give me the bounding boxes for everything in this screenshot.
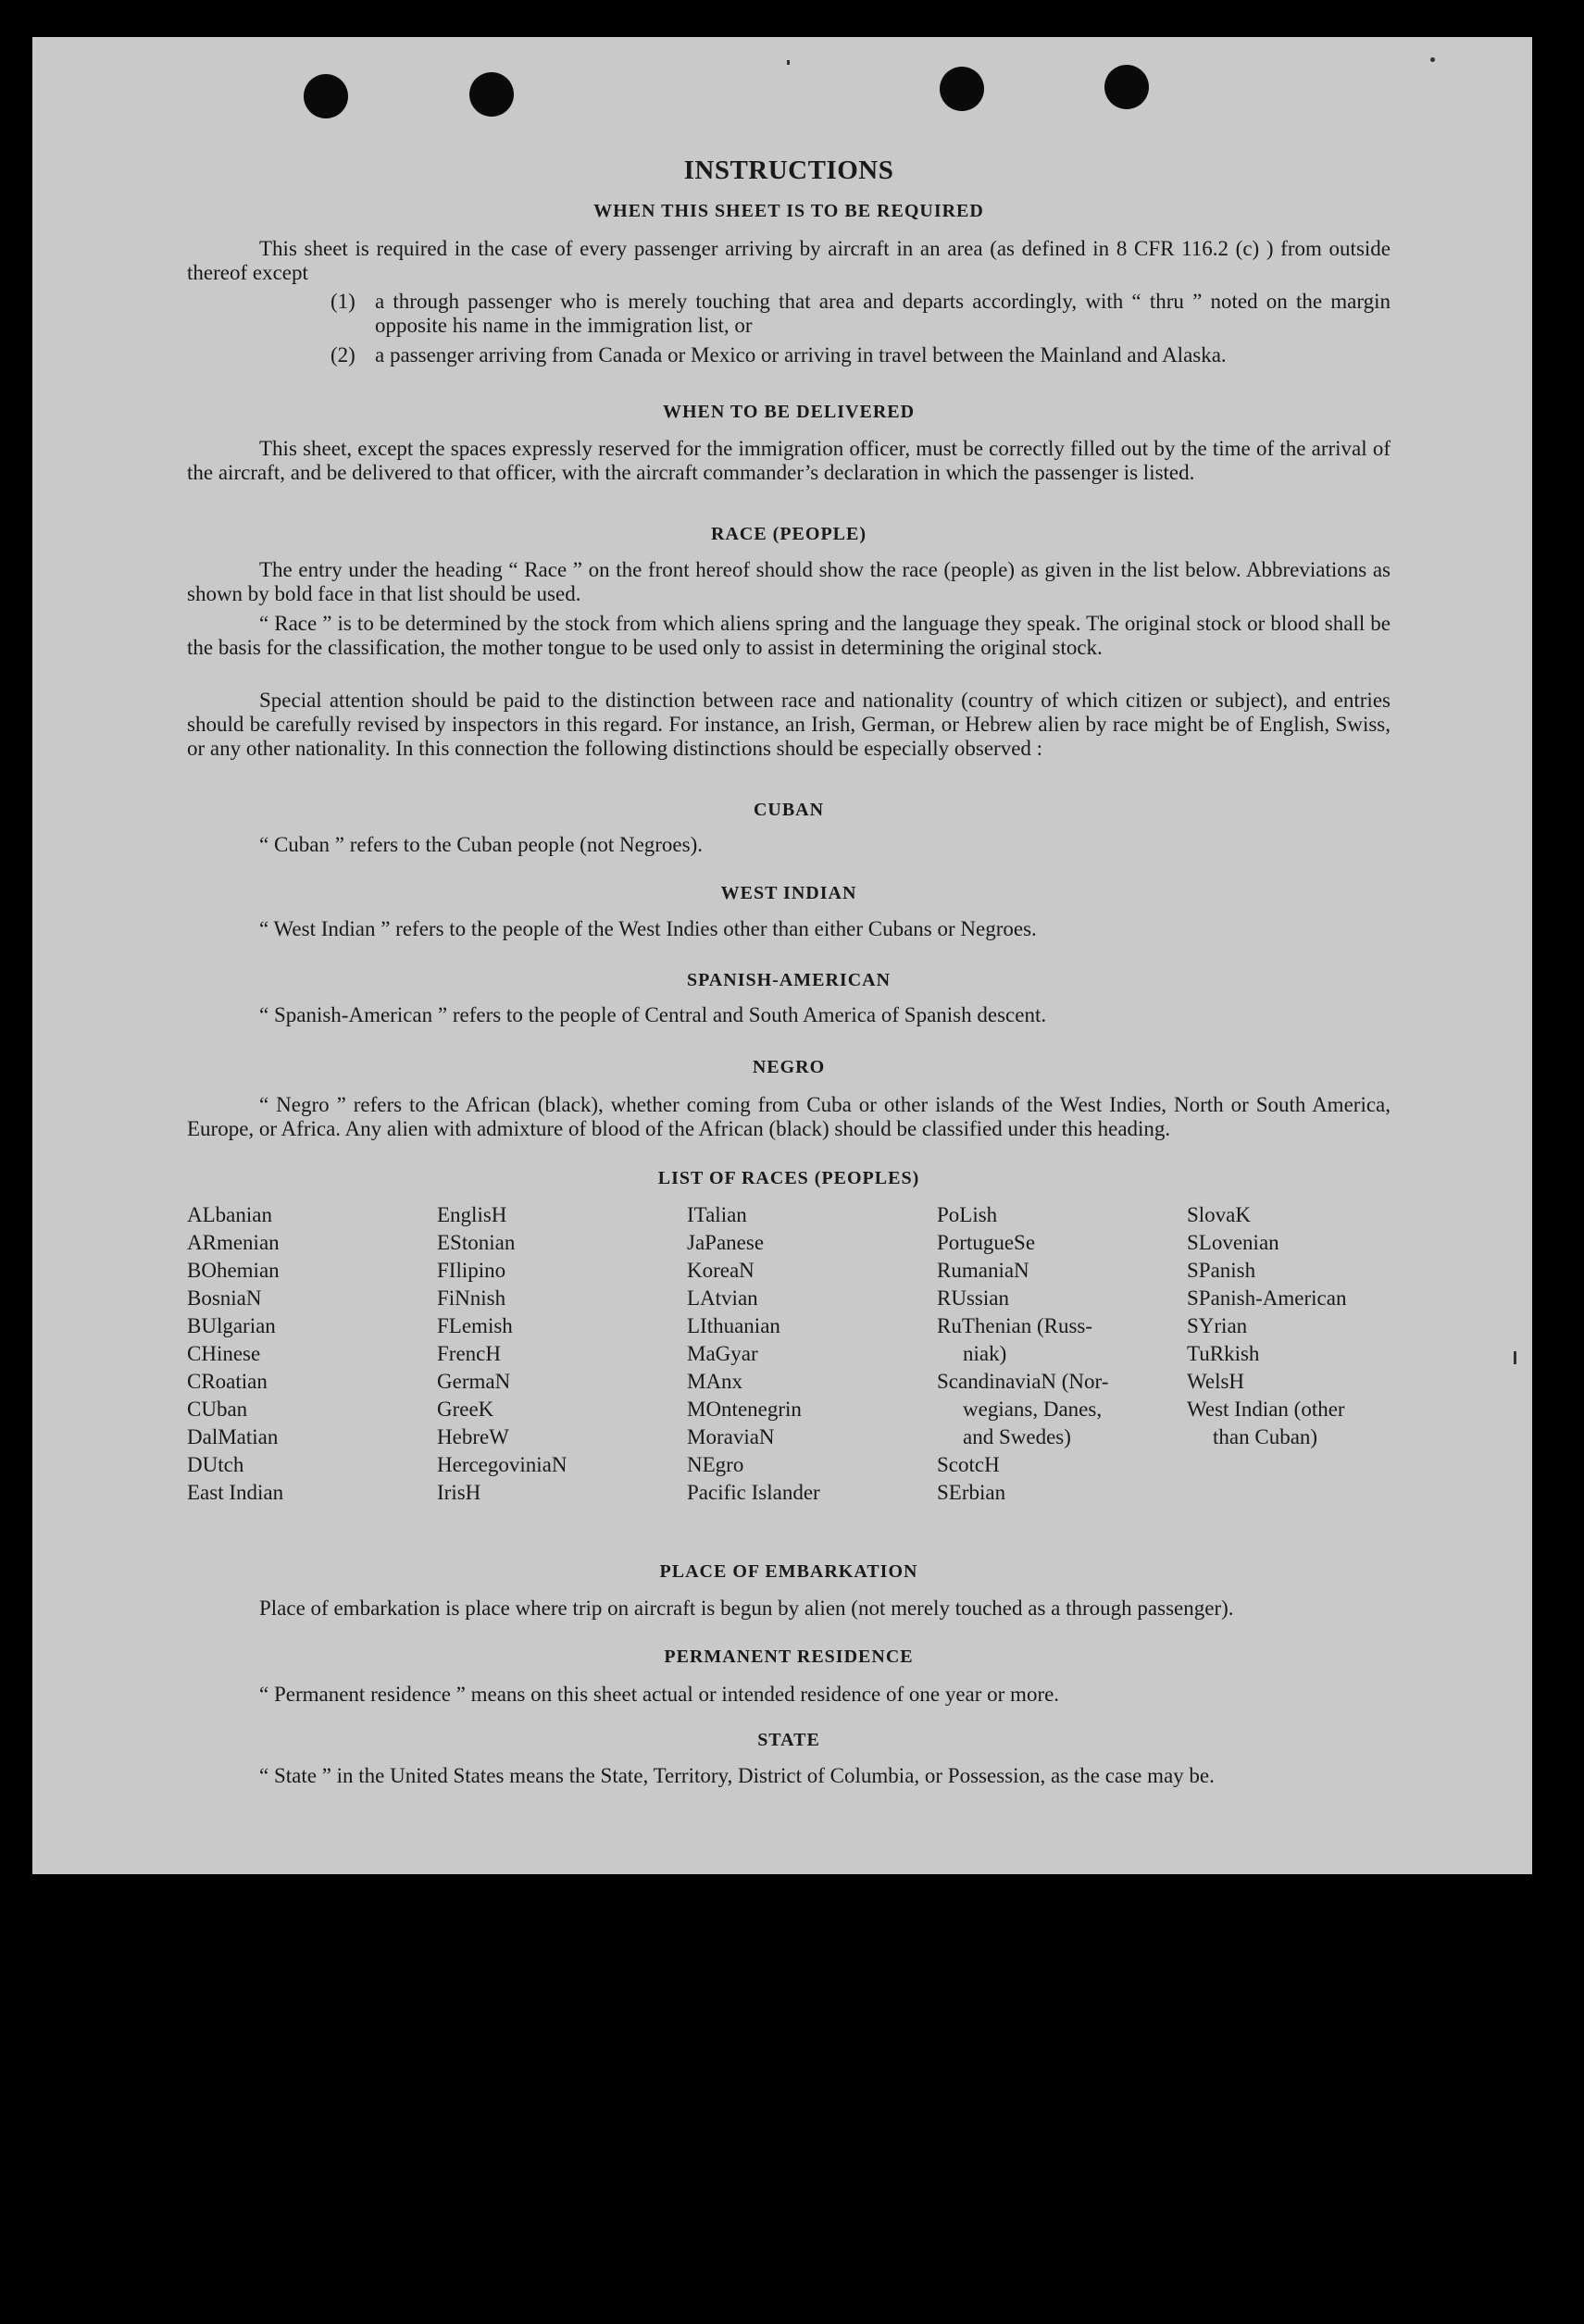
paragraph-cuban: “ Cuban ” refers to the Cuban people (not Negroes).	[259, 833, 704, 856]
race-entry: WelsH	[1187, 1370, 1245, 1393]
race-entry: SPanish-American	[1187, 1286, 1347, 1310]
race-entry: MaGyar	[687, 1342, 758, 1365]
document-sheet	[32, 37, 1532, 1874]
race-entry: FrencH	[437, 1342, 501, 1365]
race-entry: LIthuanian	[687, 1314, 780, 1337]
race-entry: CRoatian	[187, 1370, 268, 1393]
race-entry: ScotcH	[937, 1453, 1000, 1476]
race-entry: PortugueSe	[937, 1231, 1036, 1254]
paragraph-embarkation: Place of embarkation is place where trip on aircraft is begun by alien (not merely touched as a through passenger).	[259, 1597, 1234, 1620]
race-entry: MAnx	[687, 1370, 743, 1393]
paragraph-race-1: The entry under the heading “ Race ” on the front hereof should show the race (people) as given in the list below. Abbreviations as shown by bold face in that list should be used.	[187, 558, 1391, 605]
paragraph-race-2: “ Race ” is to be determined by the stock from which aliens spring and the language they speak. The original stock or blood shall be the basis for the classification, the mother tongue to be used only to assist in determining the original stock.	[187, 612, 1391, 659]
race-entry: SLovenian	[1187, 1231, 1279, 1254]
race-column	[687, 1201, 820, 1507]
race-column	[937, 1201, 1108, 1507]
race-entry-continued: niak)	[963, 1342, 1007, 1365]
heading-west-indian: WEST INDIAN	[720, 883, 857, 903]
speck	[1430, 57, 1435, 62]
paragraph-spanish-american: “ Spanish-American ” refers to the people of Central and South America of Spanish descent.	[259, 1003, 1047, 1026]
race-entry: DalMatian	[187, 1425, 279, 1448]
heading-list-of-races: LIST OF RACES (PEOPLES)	[657, 1168, 920, 1188]
race-entry: MoraviaN	[687, 1425, 775, 1448]
race-entry-continued: and Swedes)	[963, 1425, 1071, 1448]
race-entry: ARmenian	[187, 1231, 280, 1254]
exception-number: (2)	[331, 343, 355, 367]
race-entry: ScandinaviaN (Nor-	[937, 1370, 1109, 1393]
race-column	[187, 1201, 283, 1507]
race-entry: IrisH	[437, 1481, 481, 1504]
race-entry: HebreW	[437, 1425, 509, 1448]
race-entry: BUlgarian	[187, 1314, 276, 1337]
race-entry: MOntenegrin	[687, 1398, 802, 1421]
heading-negro: NEGRO	[752, 1057, 826, 1077]
paragraph-state: “ State ” in the United States means the State, Territory, District of Columbia, or Possession, as the case may be.	[259, 1764, 1215, 1787]
race-entry: FIlipino	[437, 1259, 506, 1282]
race-entry-continued: wegians, Danes,	[963, 1398, 1103, 1421]
heading-cuban: CUBAN	[753, 800, 825, 820]
heading-place-of-embarkation: PLACE OF EMBARKATION	[659, 1561, 918, 1582]
race-entry: ALbanian	[187, 1203, 272, 1226]
heading-spanish-american: SPANISH-AMERICAN	[686, 970, 892, 990]
race-entry: EnglisH	[437, 1203, 507, 1226]
race-entry: FLemish	[437, 1314, 513, 1337]
race-entry: SPanish	[1187, 1259, 1256, 1282]
race-entry: PoLish	[937, 1203, 998, 1226]
race-entry: LAtvian	[687, 1286, 758, 1310]
speck	[787, 60, 790, 65]
punch-hole	[940, 67, 984, 111]
race-entry: ITalian	[687, 1203, 747, 1226]
race-entry: CUban	[187, 1398, 248, 1421]
punch-hole	[469, 72, 514, 117]
race-entry: CHinese	[187, 1342, 261, 1365]
heading-when-delivered: WHEN TO BE DELIVERED	[662, 402, 916, 422]
race-entry: TuRkish	[1187, 1342, 1260, 1365]
race-entry: FiNnish	[437, 1286, 506, 1310]
race-entry: East Indian	[187, 1481, 284, 1504]
race-entry: West Indian (other	[1187, 1398, 1345, 1421]
speck	[1514, 1351, 1516, 1364]
race-entry: SlovaK	[1187, 1203, 1251, 1226]
race-entry: JaPanese	[687, 1231, 765, 1254]
race-entry: SErbian	[937, 1481, 1006, 1504]
paragraph-race-3: Special attention should be paid to the distinction between race and nationality (country of which citizen or subject), and entries should be carefully revised by inspectors in this regard. For instance, an Irish, German, or Hebrew alien by race might be of English, Swiss, or any other nationality. In this connection the following distinctions should be especially observed :	[187, 689, 1391, 760]
race-entry: GreeK	[437, 1398, 494, 1421]
race-entry: GermaN	[437, 1370, 511, 1393]
race-entry: DUtch	[187, 1453, 244, 1476]
race-entry: HercegoviniaN	[437, 1453, 567, 1476]
paragraph-negro: “ Negro ” refers to the African (black), whether coming from Cuba or other islands of the West Indies, North or South America, Europe, or Africa. Any alien with admixture of blood of the African (black) should be classified under this heading.	[187, 1093, 1391, 1140]
page-title: INSTRUCTIONS	[683, 155, 894, 185]
race-entry-continued: than Cuban)	[1213, 1425, 1318, 1448]
heading-when-required: WHEN THIS SHEET IS TO BE REQUIRED	[593, 201, 984, 221]
race-entry: BOhemian	[187, 1259, 280, 1282]
race-entry: SYrian	[1187, 1314, 1248, 1337]
race-entry: EStonian	[437, 1231, 516, 1254]
race-entry: NEgro	[687, 1453, 744, 1476]
punch-hole	[304, 74, 348, 118]
race-entry: KoreaN	[687, 1259, 755, 1282]
race-entry: RumaniaN	[937, 1259, 1029, 1282]
race-entry: BosniaN	[187, 1286, 262, 1310]
race-entry: RUssian	[937, 1286, 1009, 1310]
exception-text: a passenger arriving from Canada or Mexico or arriving in travel between the Mainland and Alaska.	[375, 343, 1227, 367]
race-entry: RuThenian (Russ-	[937, 1314, 1093, 1337]
race-list	[187, 1201, 1391, 1504]
race-column	[437, 1201, 567, 1507]
punch-hole	[1104, 65, 1149, 109]
paragraph-when-delivered: This sheet, except the spaces expressly reserved for the immigration officer, must be correctly filled out by the time of the arrival of the aircraft, and be delivered to that officer, with the aircraft commander’s declaration in which the passenger is listed.	[187, 437, 1391, 484]
exception-text: a through passenger who is merely touching that area and departs accordingly, with “ thru ” noted on the margin opposite his name in the immigration list, or	[375, 290, 1391, 337]
race-column	[1187, 1201, 1346, 1451]
race-entry: Pacific Islander	[687, 1481, 820, 1504]
heading-permanent-residence: PERMANENT RESIDENCE	[664, 1647, 914, 1667]
heading-race: RACE (PEOPLE)	[711, 524, 867, 544]
exception-number: (1)	[331, 290, 355, 313]
heading-state: STATE	[757, 1730, 820, 1750]
paragraph-residence: “ Permanent residence ” means on this sheet actual or intended residence of one year or more.	[259, 1683, 1060, 1706]
paragraph-when-required: This sheet is required in the case of every passenger arriving by aircraft in an area (as defined in 8 CFR 116.2 (c) ) from outside thereof except	[187, 237, 1391, 284]
paragraph-west-indian: “ West Indian ” refers to the people of the West Indies other than either Cubans or Negroes.	[259, 917, 1037, 940]
